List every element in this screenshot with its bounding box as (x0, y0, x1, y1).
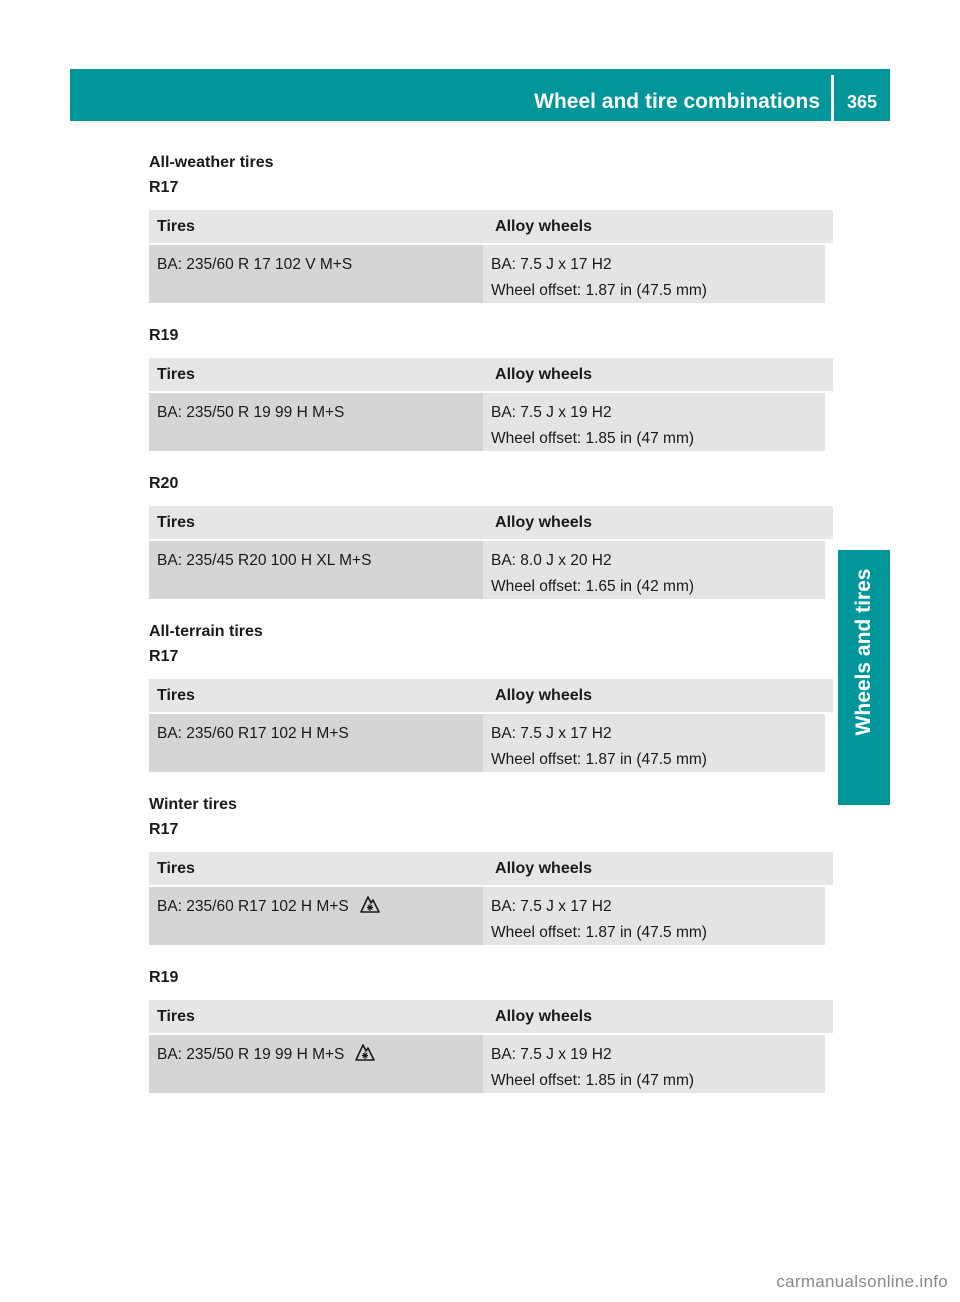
table-header-row (149, 358, 833, 393)
tire-cell (149, 245, 483, 303)
tire-spec: BA: 235/50 R 19 99 H M+S (157, 1046, 345, 1063)
watermark: carmanualsonline.info (776, 1272, 948, 1291)
wheel-spec: BA: 7.5 J x 19 H2 (491, 1046, 612, 1063)
wheel-cell (483, 393, 825, 451)
spec-table (149, 1000, 833, 1093)
column-header-wheels: Alloy wheels (495, 366, 592, 383)
wheel-size-label: R20 (149, 475, 179, 492)
column-header-tires: Tires (157, 218, 195, 235)
tire-section (149, 792, 833, 945)
section-heading: Winter tires (149, 796, 237, 813)
mountain-snowflake-icon (354, 1042, 376, 1062)
spec-table (149, 679, 833, 772)
table-row (149, 714, 833, 772)
spec-table (149, 506, 833, 599)
wheel-size-label: R19 (149, 969, 179, 986)
page-header (70, 69, 890, 121)
page-number: 365 (846, 92, 878, 112)
wheel-offset: Wheel offset: 1.85 in (47 mm) (491, 1072, 695, 1089)
wheel-offset: Wheel offset: 1.87 in (47.5 mm) (491, 751, 707, 768)
wheel-size-label: R17 (149, 821, 179, 838)
table-header-row (149, 852, 833, 887)
wheel-size-label: R19 (149, 327, 179, 344)
tire-spec: BA: 235/60 R17 102 H M+S (157, 725, 349, 742)
tire-spec: BA: 235/50 R 19 99 H M+S (157, 404, 345, 421)
tire-spec: BA: 235/45 R20 100 H XL M+S (157, 552, 372, 569)
wheel-offset: Wheel offset: 1.85 in (47 mm) (491, 430, 695, 447)
wheel-offset: Wheel offset: 1.87 in (47.5 mm) (491, 924, 707, 941)
wheel-offset: Wheel offset: 1.87 in (47.5 mm) (491, 282, 707, 299)
column-header-wheels: Alloy wheels (495, 218, 592, 235)
column-header-wheels: Alloy wheels (495, 514, 592, 531)
page-title: Wheel and tire combinations (534, 90, 820, 113)
wheel-size-label: R17 (149, 179, 179, 196)
tire-spec: BA: 235/60 R17 102 H M+S (157, 898, 349, 915)
wheel-spec: BA: 7.5 J x 19 H2 (491, 404, 612, 421)
chapter-tab (838, 550, 890, 755)
tire-combination-list (149, 150, 833, 1113)
table-row (149, 541, 833, 599)
table-row (149, 1035, 833, 1093)
section-heading: All-terrain tires (149, 623, 263, 640)
column-header-tires: Tires (157, 860, 195, 877)
section-heading: All-weather tires (149, 154, 274, 171)
tire-cell (149, 541, 483, 599)
tire-cell (149, 393, 483, 451)
chapter-marker (838, 755, 890, 805)
chapter-tab-label: Wheels and tires (852, 568, 875, 736)
table-row (149, 245, 833, 303)
wheel-cell (483, 714, 825, 772)
wheel-cell (483, 541, 825, 599)
column-header-wheels: Alloy wheels (495, 687, 592, 704)
tire-cell (149, 1035, 483, 1093)
wheel-offset: Wheel offset: 1.65 in (42 mm) (491, 578, 695, 595)
wheel-spec: BA: 7.5 J x 17 H2 (491, 725, 612, 742)
wheel-spec: BA: 8.0 J x 20 H2 (491, 552, 612, 569)
column-header-tires: Tires (157, 687, 195, 704)
column-header-tires: Tires (157, 366, 195, 383)
tire-section (149, 619, 833, 772)
tire-spec: BA: 235/60 R 17 102 V M+S (157, 256, 353, 273)
wheel-size-label: R17 (149, 648, 179, 665)
table-row (149, 887, 833, 945)
tire-section (149, 471, 833, 599)
spec-table (149, 852, 833, 945)
table-header-row (149, 1000, 833, 1035)
spec-table (149, 210, 833, 303)
wheel-spec: BA: 7.5 J x 17 H2 (491, 898, 612, 915)
tire-section (149, 323, 833, 451)
wheel-cell (483, 887, 825, 945)
wheel-spec: BA: 7.5 J x 17 H2 (491, 256, 612, 273)
table-header-row (149, 679, 833, 714)
table-header-row (149, 210, 833, 245)
column-header-tires: Tires (157, 514, 195, 531)
tire-section (149, 150, 833, 303)
mountain-snowflake-icon (359, 894, 381, 914)
wheel-cell (483, 245, 825, 303)
column-header-tires: Tires (157, 1008, 195, 1025)
tire-cell (149, 714, 483, 772)
tire-cell (149, 887, 483, 945)
column-header-wheels: Alloy wheels (495, 1008, 592, 1025)
table-row (149, 393, 833, 451)
tire-section (149, 965, 833, 1093)
table-header-row (149, 506, 833, 541)
wheel-cell (483, 1035, 825, 1093)
spec-table (149, 358, 833, 451)
column-header-wheels: Alloy wheels (495, 860, 592, 877)
